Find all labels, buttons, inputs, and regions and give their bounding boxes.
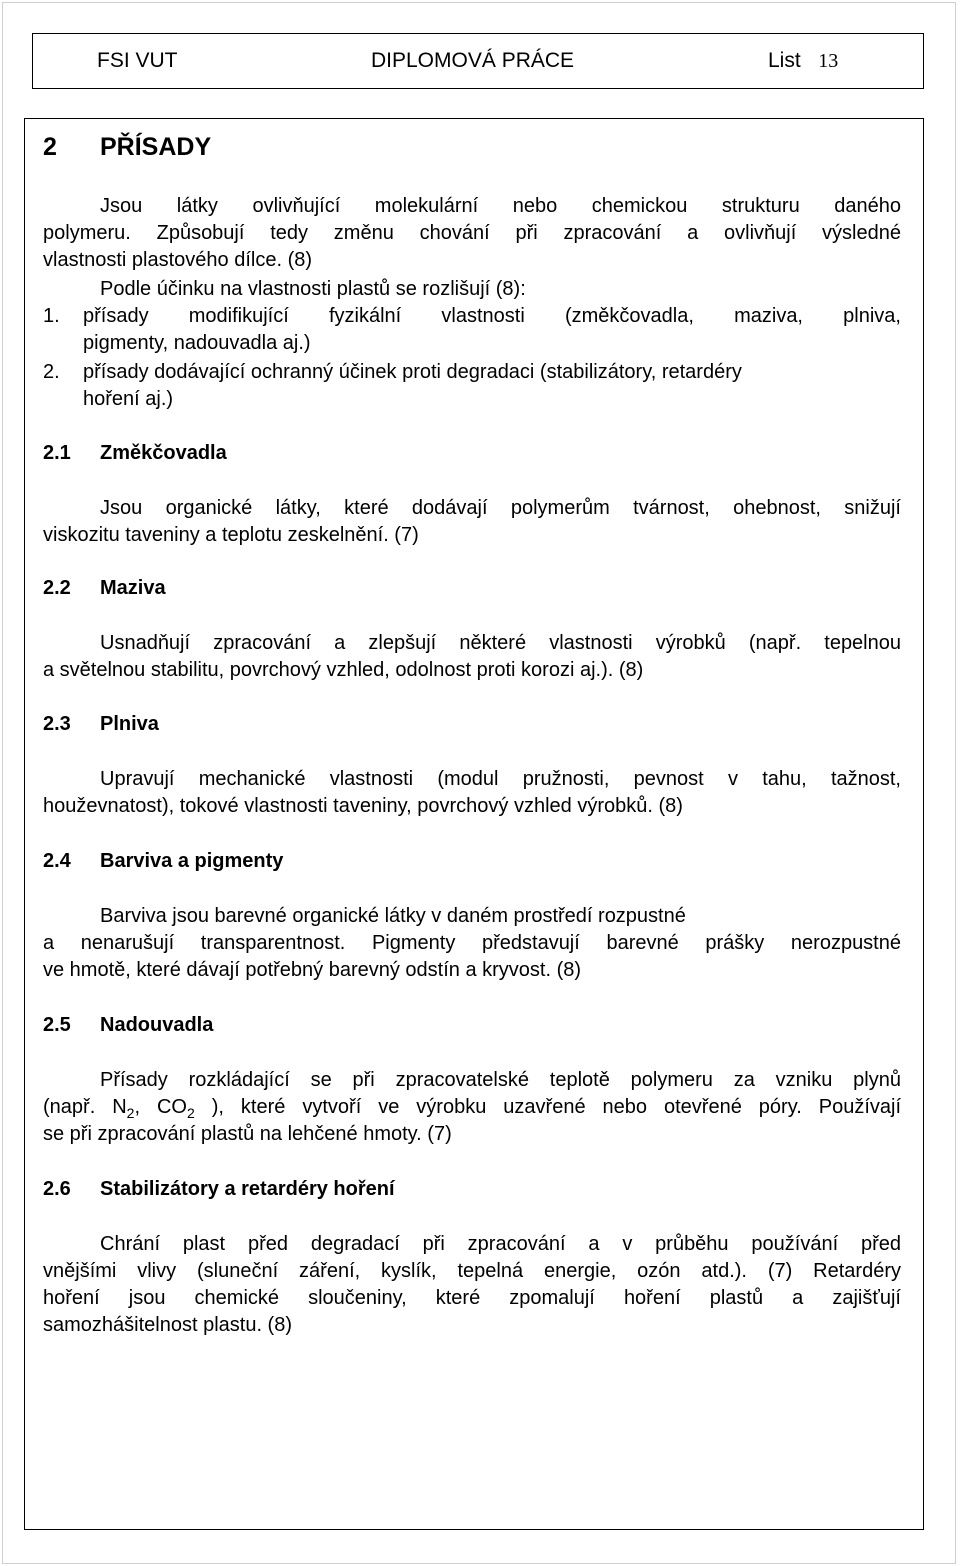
paragraph-line: Usnadňují zpracování a zlepšují některé vlastnosti výrobků (např. tepelnou <box>100 632 901 654</box>
chapter-number: 2 <box>43 133 57 161</box>
list-item-continued: pigmenty, nadouvadla aj.) <box>83 332 311 354</box>
paragraph-line: ve hmotě, které dávají potřebný barevný odstín a kryvost. (8) <box>43 959 582 981</box>
section-title: Barviva a pigmenty <box>100 850 284 872</box>
chapter-title: PŘÍSADY <box>100 133 212 161</box>
paragraph-line: samozhášitelnost plastu. (8) <box>43 1314 293 1336</box>
subscript: 2 <box>126 1105 135 1121</box>
paragraph-line: hoření jsou chemické sloučeniny, které zpomalují hoření plastů a zajišťují <box>43 1287 901 1309</box>
paragraph-line: Barviva jsou barevné organické látky v daném prostředí rozpustné <box>100 905 686 927</box>
page-header <box>32 33 924 89</box>
section-number: 2.4 <box>43 850 71 872</box>
section-number: 2.3 <box>43 713 71 735</box>
list-item: přísady dodávající ochranný účinek proti degradaci (stabilizátory, retardéry <box>83 361 742 383</box>
section-number: 2.5 <box>43 1014 71 1036</box>
header-page-number <box>768 49 838 73</box>
list-item: přísady modifikující fyzikální vlastnosti (změkčovadla, maziva, plniva, <box>83 305 901 327</box>
text-fragment: ), které vytvoří ve výrobku uzavřené nebo otevřené póry. Používají <box>194 1096 901 1118</box>
header-page-label: List <box>768 49 801 72</box>
section-title: Plniva <box>100 713 159 735</box>
paragraph-line: Jsou organické látky, které dodávají polymerům tvárnost, ohebnost, snižují <box>100 497 901 519</box>
section-number: 2.1 <box>43 442 71 464</box>
section-title: Stabilizátory a retardéry hoření <box>100 1178 395 1200</box>
intro-line: polymeru. Způsobují tedy změnu chování při zpracování a ovlivňují výsledné <box>43 222 901 244</box>
text-fragment: (např. N <box>43 1096 127 1118</box>
paragraph-line <box>43 1094 901 1123</box>
paragraph-line: a nenarušují transparentnost. Pigmenty představují barevné prášky nerozpustné <box>43 932 901 954</box>
paragraph-line: vnějšími vlivy (sluneční záření, kyslík, tepelná energie, ozón atd.). (7) Retardéry <box>43 1260 901 1282</box>
list-item-continued: hoření aj.) <box>83 388 174 410</box>
intro-line: Jsou látky ovlivňující molekulární nebo chemickou strukturu daného <box>100 195 901 217</box>
list-marker: 1. <box>43 305 60 327</box>
list-marker: 2. <box>43 361 60 383</box>
paragraph-line: Přísady rozkládající se při zpracovatelské teplotě polymeru za vzniku plynů <box>100 1069 901 1091</box>
section-number: 2.2 <box>43 577 71 599</box>
section-number: 2.6 <box>43 1178 71 1200</box>
text-fragment: , CO <box>134 1096 187 1118</box>
header-document-type: DIPLOMOVÁ PRÁCE <box>371 49 575 72</box>
paragraph-line: a světelnou stabilitu, povrchový vzhled, odolnost proti korozi aj.). (8) <box>43 659 644 681</box>
section-title: Maziva <box>100 577 166 599</box>
paragraph-line: se při zpracování plastů na lehčené hmoty. (7) <box>43 1123 452 1145</box>
subscript: 2 <box>186 1105 195 1121</box>
intro-line: vlastnosti plastového dílce. (8) <box>43 249 313 271</box>
section-title: Změkčovadla <box>100 442 227 464</box>
section-title: Nadouvadla <box>100 1014 214 1036</box>
paragraph-line: viskozitu taveniny a teplotu zeskelnění. (7) <box>43 524 419 546</box>
intro-line: Podle účinku na vlastnosti plastů se rozlišují (8): <box>100 278 526 300</box>
header-faculty: FSI VUT <box>97 49 178 72</box>
paragraph-line: houževnatost), tokové vlastnosti taveniny, povrchový vzhled výrobků. (8) <box>43 795 683 817</box>
paragraph-line: Upravují mechanické vlastnosti (modul pružnosti, pevnost v tahu, tažnost, <box>100 768 901 790</box>
document-body <box>24 118 924 1530</box>
paragraph-line: Chrání plast před degradací při zpracování a v průběhu používání před <box>100 1233 901 1255</box>
header-page-value: 13 <box>818 50 839 72</box>
